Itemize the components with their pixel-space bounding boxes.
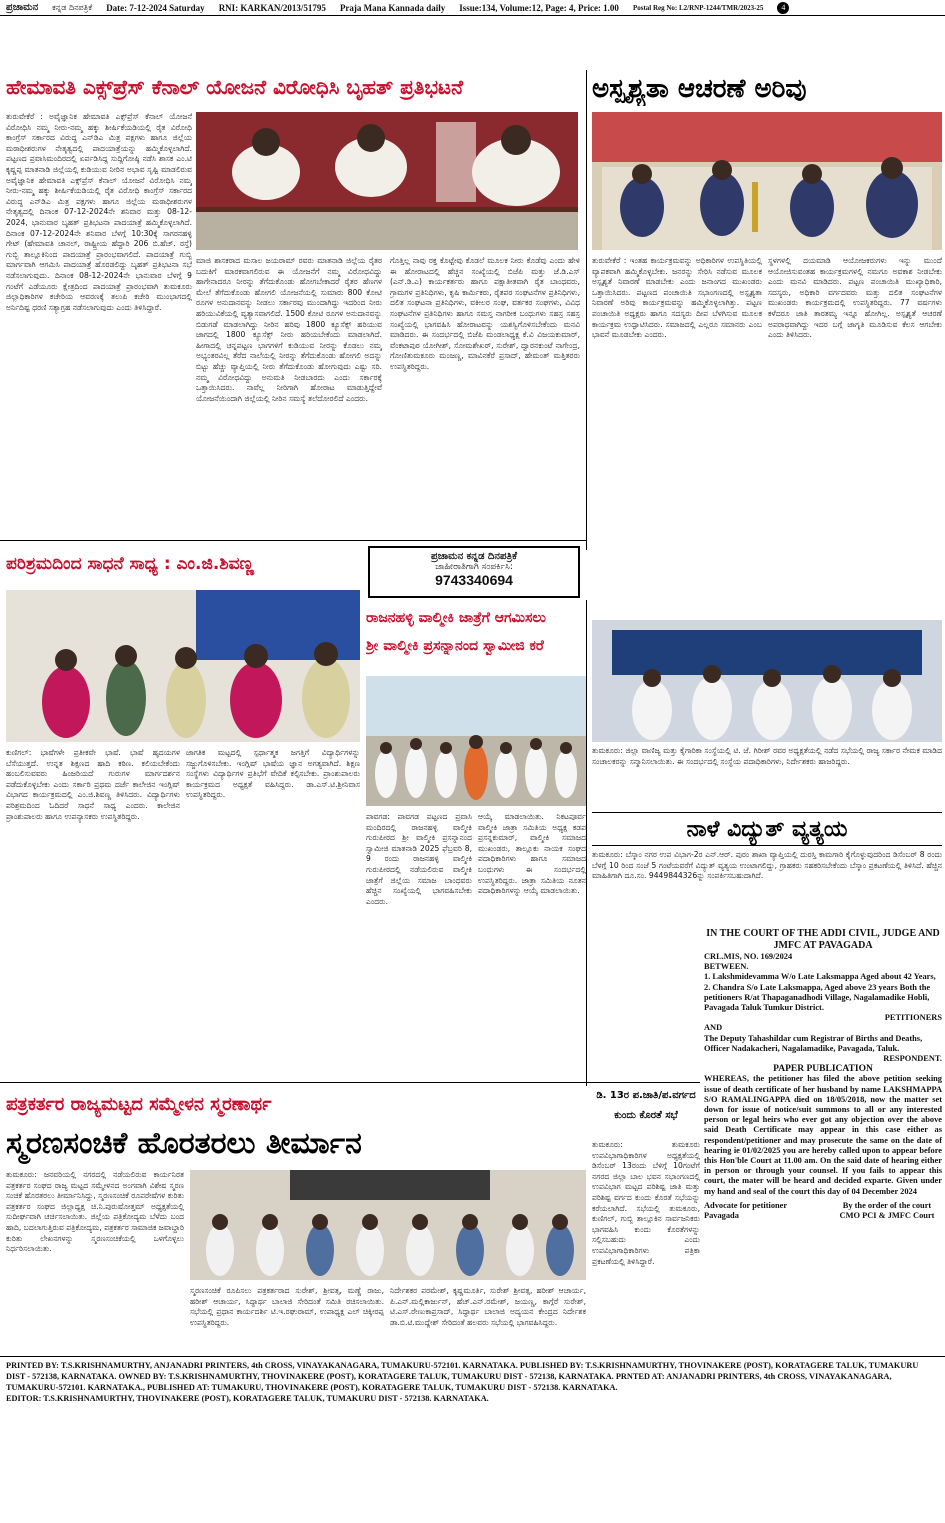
court-and: AND [704, 1023, 723, 1033]
ad-box [368, 546, 580, 598]
masthead-rni: RNI: KARKAN/2013/51795 [218, 2, 326, 13]
court-between: BETWEEN. [704, 962, 749, 972]
story7-headline-2: ಕುಂದು ಕೊರತೆ ಸಭೆ [614, 1110, 678, 1121]
masthead-postal: Postal Reg No: L2/RNP-1244/TMR/2023-25 [632, 3, 764, 12]
court-petitioners-label: PETITIONERS [884, 1013, 942, 1023]
court-order: By the order of the court CMO PCI & JMFC Court [839, 1200, 935, 1221]
story1-column-1: ತುರುವೇಕೆರೆ : ಅವೈಜ್ಞಾನಿಕ ಹೇಮಾವತಿ ಎಕ್ಸ್‌ಪ್ರೆಸ್ ಕೆನಾಲ್ ಯೋಜನೆ ವಿರೋಧಿಸಿ ನಮ್ಮ ನೀರು-ನಮ್ಮ ಹಕ್ಕು ಶೀರ್ಷಿಕೆಯಡಿಯಲ್ಲಿ ರೈತ ವಿರೋಧಿ ಕಾಂಗ್ರೆಸ್ ಸರ್ಕಾರದ ವಿರುದ್ಧ ಎನ್‌ಡಿಎ ಮಿತ್ರ ಪಕ್ಷಗಳು ಹಾಗೂ ಜಿಲ್ಲೆಯ ಮಠಾಧೀಶರುಗಳ ನೇತೃತ್ವದಲ್ಲಿ ಪಾದಯಾತ್ರೆಯನ್ನು ಹಮ್ಮಿಕೊಳ್ಳಲಾಗಿದೆ. ಪಟ್ಟಣದ ಪ್ರವಾಸಿಮಂದಿರದಲ್ಲಿ ಏರ್ಪಡಿಸಿದ್ದ ಸುದ್ದಿಗೋಷ್ಠಿ ನಡೆಸಿ ಶಾಸಕ ಎಂ.ಟಿ ಕೃಷ್ಣಪ್ಪ ಮಾತನಾಡಿ ಜಿಲ್ಲೆಯಲ್ಲಿ ಕುಡಿಯುವ ನೀರಿನ ಅಭಾವ ಸೃಷ್ಟಿ ಮಾಡಲಿರುವ ಅವೈಜ್ಞಾನಿಕ ಹೇಮಾವತಿ ಎಕ್ಸ್‌ಪ್ರೆಸ್ ಕೆನಾಲ್ ಯೋಜನೆ ವಿರೋಧಿಸಿ ನಮ್ಮ ನೀರು-ನಮ್ಮ ಹಕ್ಕು ಶೀರ್ಷಿಕೆಯಡಿಯಲ್ಲಿ ರೈತ ವಿರೋಧಿ ಕಾಂಗ್ರೆಸ್ ಸರ್ಕಾರದ ವಿರುದ್ಧ ಎನ್‌ಡಿಎ ಮಿತ್ರ ಪಕ್ಷಗಳು ಹಾಗೂ ಜಿಲ್ಲೆಯ ಮಠಾಧೀಶರುಗಳ ನೇತೃತ್ವದಲ್ಲಿ ದಿನಾಂಕ 07-12-2024ನೇ ಶನಿವಾರ ಮತ್ತು 08-12-2024, ಭಾನುವಾರ ಬೃಹತ್ ಪ್ರತಿಭಟನಾ ಪಾದಯಾತ್ರೆ ಹಮ್ಮಿಕೊಳ್ಳಲಾಗಿದೆ. ದಿನಾಂಕ 07-12-2024ನೇ ಶನಿವಾರ ಬೆಳಗ್ಗೆ 10:30ಕ್ಕೆ ಸಾಗರನಹಳ್ಳಿ ಗೇಟ್ (ಹೇಮಾವತಿ ಚಾನಲ್, ರಾಷ್ಟ್ರೀಯ ಹೆದ್ದಾರಿ 206 ಬಿ.ಹೆಚ್. ರಸ್ತೆ) ಗುಬ್ಬಿ ತಾಲ್ಲೂಕಿನಿಂದ ಪಾದಯಾತ್ರೆ ಪ್ರಾರಂಭವಾಗಲಿದೆ. ಪಾದಯಾತ್ರೆ ಗುಬ್ಬಿ ಮಾರ್ಗವಾಗಿ ಆಗಮಿಸಿ ಪಾದಯಾತ್ರೆ ಹೊರಡಲಿದ್ದು ಬೃಹತ್ ಪ್ರತಿಭಟನಾ ಸಭೆ ನಡೆಸಲಾಗುವುದು. ದಿನಾಂಕ 08-12-2024ನೇ ಭಾನುವಾರ ಬೆಳಗ್ಗೆ 9 ಗಂಟೆಗೆ ಎಡೆಯೂರು ಕ್ಷೇತ್ರದಿಂದ ಪಾದಯಾತ್ರೆ ಪ್ರಾರಂಭವಾಗಿ ತುಮಕೂರು ಜಿಲ್ಲಾಧಿಕಾರಿಗಳ ಕಚೇರಿಯ ಆವರಣಕ್ಕೆ ತಲುಪಿ ಕಚೇರಿ ಮುಂಭಾಗದಲ್ಲಿ ಅರ್ನಿದಿಷ್ಟ ಧರಣಿ ಸತ್ಯಾಗ್ರಹ ನಡೆಸಲಾಗುವುದು ಎಂದು ತಿಳಿಸಿದ್ದಾರೆ. [6, 112, 192, 312]
court-case: CRL.MIS, NO. 169/2024 [704, 952, 793, 961]
story6-column-1: ತುಮಕೂರು: ಜನವರಿಯಲ್ಲಿ ನಗರದಲ್ಲಿ ನಡೆಯಲಿರುವ ಕಾರ್ಯನಿರತ ಪತ್ರಕರ್ತರ ಸಂಘದ ರಾಜ್ಯ ಮಟ್ಟದ ಸಮ್ಮೇಳನದ ಅಂಗವಾಗಿ ವಿಶೇಷ ಸ್ಮರಣ ಸಂಚಿಕೆ ಹೊರತರಲು ತೀರ್ಮಾನಿಸಿದ್ದು, ಸ್ಮರಣಸಂಚಿಕೆ ರೂಪರೇಷೆಗಳ ಕುರಿತು ಪತ್ರಕರ್ತರ ಸಂಘದ ಜಿಲ್ಲಾಧ್ಯಕ್ಷ ಚಿ.ನಿ.ಪುರುಷೋತ್ತಮ್ ಅಧ್ಯಕ್ಷತೆಯಲ್ಲಿ ಸುದೀರ್ಘವಾಗಿ ಚರ್ಚಿಸಲಾಯಿತು. ಜಿಲ್ಲೆಯ ಪತ್ರಿಕೋದ್ಯಮ ಬೆಳೆದು ಬಂದ ಹಾದಿ, ಬದಲಾಗುತ್ತಿರುವ ಪತ್ರಿಕೋದ್ಯಮ, ಪತ್ರಕರ್ತರ ಸಾಮಾಜಿಕ ಜವಾಬ್ದಾರಿ ಕುರಿತು ಲೇಖನಗಳನ್ನು ಸ್ಮರಣಸಂಚಿಕೆಯಲ್ಲಿ ಒಳಗೊಳ್ಳಲು ನಿರ್ಧರಿಸಲಾಯಿತು. [6, 1170, 184, 1254]
masthead-paper: Praja Mana Kannada daily [339, 2, 446, 13]
footer-editor: EDITOR: T.S.KRISHNAMURTHY, THOVINAKERE (POST), KORATAGERE TALUK, TUMAKURU DIST - 572138. KARNATAKA. [6, 1394, 489, 1403]
story4-headline-2: ಶ್ರೀ ವಾಲ್ಮೀಕಿ ಪ್ರಸನ್ನಾನಂದ ಸ್ವಾಮೀಜಿ ಕರೆ [366, 638, 544, 654]
page-number-badge: 4 [777, 2, 789, 14]
story6-photo [190, 1170, 586, 1280]
story1-headline: ಹೇಮಾವತಿ ಎಕ್ಸ್‌ಪ್ರೆಸ್ ಕೆನಾಲ್ ಯೋಜನೆ ವಿರೋಧಿಸಿ ಬೃಹತ್ ಪ್ರತಿಭಟನೆ [6, 75, 464, 99]
story5-body: ತುಮಕೂರು: ಬೆಸ್ಕಾಂ ನಗರ ಉಪ ವಿಭಾಗ-2ರ ಎನ್.ಆರ್. ಪುರಂ ಶಾಖಾ ವ್ಯಾಪ್ತಿಯಲ್ಲಿ ದುರಸ್ತಿ ಕಾಮಗಾರಿ ಕೈಗೊಳ್ಳುವುದರಿಂದ ಡಿಸೆಂಬರ್ 8 ರಂದು ಬೆಳಗ್ಗೆ 10 ರಿಂದ ಸಂಜೆ 5 ಗಂಟೆಯವರೆಗೆ ವಿದ್ಯುತ್ ವ್ಯತ್ಯಯ ಉಂಟಾಗಲಿದ್ದು, ಗ್ರಾಹಕರು ಸಹಕರಿಸಬೇಕೆಂದು ಬೆಸ್ಕಾಂ ಪ್ರಕಟಣೆಯಲ್ಲಿ ತಿಳಿಸಿದೆ. ಹೆಚ್ಚಿನ ಮಾಹಿತಿಗಾಗಿ ದೂ.ಸಂ. 9449844326ನ್ನು ಸಂಪರ್ಕಿಸಬಹುದಾಗಿದೆ. [592, 850, 942, 881]
court-respondent-label: RESPONDENT. [883, 1054, 942, 1064]
story7-headline-box [592, 1086, 700, 1138]
story2-headline: ಅಸ್ಪೃಶ್ಯತಾ ಆಚರಣೆ ಅರಿವು [592, 74, 807, 104]
story6-column-2: ಸ್ಮರಣಸಂಚಿಕೆ ರೂಪಿಸಲು ಪತ್ರಕರ್ತರಾದ ಸುರೇಶ್, ಶ್ರೀವತ್ಸ, ಮಣ್ಣೆ ರಾಜು, ಹರೀಶ್ ಆಚಾರ್ಯ, ಸಿದ್ಧಾರ್ಥ ಬಾಲಾಜಿ ಸೇರಿದಂತೆ ಸಮಿತಿ ರಚಿಸಲಾಯಿತು. ಸಭೆಯಲ್ಲಿ ಪ್ರಧಾನ ಕಾರ್ಯದರ್ಶಿ ಟಿ.ಇ.ರಘುರಾಮ್, ಉಪಾಧ್ಯಕ್ಷ ಎಲ್ ಚಿಕ್ಕೀರಪ್ಪ ಉಪಸ್ಥಿತರಿದ್ದರು. [190, 1286, 384, 1327]
divider [0, 1356, 945, 1357]
court-title: IN THE COURT OF THE ADDI CIVIL, JUDGE AND JMFC AT PAVAGADA [706, 928, 940, 951]
masthead-name: ಪ್ರಜಾಮನ [6, 2, 39, 13]
story6-headline-2: ಸ್ಮರಣಸಂಚಿಕೆ ಹೊರತರಲು ತೀರ್ಮಾನ [6, 1126, 362, 1161]
court-respondent: The Deputy Tahashildar cum Registrar of Births and Deaths, Officer Nadakacheri, Nagalamadike, Pavagada, Taluk. [704, 1033, 923, 1053]
ad-line2: ಜಾಹೀರಾತಿಗಾಗಿ ಸಂಪರ್ಕಿಸಿ: [435, 562, 513, 572]
story4-photo [366, 676, 586, 806]
story3-headline-box [6, 544, 358, 584]
story7-body: ತುಮಕೂರು: ತುಮಕೂರು ಉಪವಿಭಾಗಾಧಿಕಾರಿಗಳ ಅಧ್ಯಕ್ಷತೆಯಲ್ಲಿ ಡಿಸೆಂಬರ್ 13ರಂದು ಬೆಳಿಗ್ಗೆ 10ಗಂಟೆಗೆ ನಗರದ ಜಿಲ್ಲಾ ಬಾಲ ಭವನ ಸಭಾಂಗಣದಲ್ಲಿ ಉಪವಿಭಾಗ ಮಟ್ಟದ ಪರಿಶಿಷ್ಟ ಜಾತಿ ಮತ್ತು ಪರಿಶಿಷ್ಟ ವರ್ಗದ ಕುಂದು ಕೊರತೆ ಸಭೆಯನ್ನು ಕರೆಯಲಾಗಿದೆ. ಸಭೆಯಲ್ಲಿ ತುಮಕೂರು, ಕುಣಿಗಲ್, ಗುಬ್ಬಿ ತಾಲ್ಲೂಕಿನ ಸಾರ್ವಜನಿಕರು ಭಾಗವಹಿಸಿ ಕುಂದು ಕೊರತೆಗಳನ್ನು ಸಲ್ಲಿಸಬಹುದು ಎಂದು ಉಪವಿಭಾಗಾಧಿಕಾರಿಗಳು ಪತ್ರಿಕಾ ಪ್ರಕಟಣೆಯಲ್ಲಿ ತಿಳಿಸಿದ್ದಾರೆ. [592, 1140, 700, 1266]
masthead [0, 0, 945, 16]
story2-photo-2 [592, 620, 942, 742]
masthead-date: Date: 7-12-2024 Saturday [106, 2, 205, 13]
story2-column-2: ಸ್ಥಳಗಳಲ್ಲಿ ದಯಮಾಡಿ ಆಯೋಜಕರುಗಳು ಇನ್ನು ಮುಂದೆ ಆಯೋಜಿಸುವಂತಹ ಕಾರ್ಯಕ್ರಮಗಳಲ್ಲಿ ನಮಗೂ ಅವಕಾಶ ನೀಡಬೇಕು ಎಂದು ಮನವಿ ಮಾಡಿದರು. ಪಟ್ಟಣ ಪಂಚಾಯಿತಿ ಮುಖ್ಯಾಧಿಕಾರಿ, ಸದಸ್ಯರು, ಅಧಿಕಾರಿ ವರ್ಗದವರು ಮತ್ತು ದಲಿತ ಸಂಘಟನೆಗಳ ಮುಖಂಡರು ಕಾರ್ಯಕ್ರಮದಲ್ಲಿ ಉಪಸ್ಥಿತರಿದ್ದರು. 77 ವರ್ಷಗಳು ಕಳೆದರೂ ಜಾತಿ ತಾರತಮ್ಯ ಇನ್ನೂ ಹೋಗಿಲ್ಲ. ಅಸ್ಪೃಶ್ಯತೆ ಆಚರಣೆ ಅಪರಾಧವಾಗಿದ್ದು ಇದರ ಬಗ್ಗೆ ಜಾಗೃತಿ ಮೂಡಿಸುವ ಕೆಲಸ ಆಗಬೇಕು ಎಂದು ತಿಳಿಸಿದರು. [768, 256, 942, 340]
story4-column-1: ಪಾವಗಡ: ಪಾವಗಡ ಪಟ್ಟಣದ ಪ್ರವಾಸಿ ಮಂದಿರದಲ್ಲಿ ರಾಜನಹಳ್ಳಿ ವಾಲ್ಮೀಕಿ ಗುರುಪೀಠದ ಶ್ರೀ ವಾಲ್ಮೀಕಿ ಪ್ರಸನ್ನಾನಂದ ಸ್ವಾಮೀಜಿ ಮಾತನಾಡಿ 2025 ಫೆಬ್ರವರಿ 8, 9 ರಂದು ರಾಜನಹಳ್ಳಿ ವಾಲ್ಮೀಕಿ ಗುರುಪೀಠದಲ್ಲಿ ನಡೆಯಲಿರುವ ವಾಲ್ಮೀಕಿ ಜಾತ್ರೆಗೆ ಜಿಲ್ಲೆಯ ಸಮಾಜ ಬಾಂಧವರು ಹೆಚ್ಚಿನ ಸಂಖ್ಯೆಯಲ್ಲಿ ಭಾಗವಹಿಸಬೇಕು ಎಂದರು. [366, 812, 472, 906]
court-publication-body: WHEREAS, the petitioner has filed the above petition seeking issue of death certificate of her husband by name LAKSHMAPPA S/O RAMALINGAPPA died on 18/05/2018, now the matter set down for issue of notice/suit summons to all or any interested person or legal heirs who ever got any objection over the above said Death Certificate may appear in this case either as respondent/petitioner and may prosecute the same on the date of hearing ie 01/02/2025 you are hereby called upon to appear before this Hon'ble Court at 11.00 am. On the said date of hearing either in person or through your counsel. If you fails to appear this court, the mater will be heard and decided exparte. Given under my hand and seal of the court this day of 04 December 2024 [704, 1074, 942, 1196]
story1-column-3: ಗೊತ್ತಿಲ್ಲ ನಾವು ರಕ್ತ ಕೊಟ್ಟೇವು ಕೊಡಲೆ ಮೂಲಕ ನೀರು ಕೊಡೆವು ಎಂದು ಹೇಳಿ ಈ ಹೋರಾಟದಲ್ಲಿ ಹೆಚ್ಚಿನ ಸಂಖ್ಯೆಯಲ್ಲಿ ಬಿಜೆಪಿ ಮತ್ತು ಜೆ.ಡಿ.ಎಸ್ (ಎನ್.ಡಿ.ಎ) ಕಾರ್ಯಕರ್ತರು ಹಾಗೂ ಪಕ್ಷಾತೀತವಾಗಿ ರೈತ ಬಾಂಧವರು, ಗ್ರಾಮಗಳ ಪ್ರತಿನಿಧಿಗಳು, ಕೃಷಿ ಕಾರ್ಮಿಕರು, ರೈತಪರ ಸಂಘಟನೆಗಳ ಪ್ರತಿನಿಧಿಗಳು, ದಲಿತ ಸಂಘಟನಾ ಪ್ರತಿನಿಧಿಗಳು, ವಕೀಲರ ಸಂಘ, ವರ್ತಕರ ಸಂಘಗಳು, ವಿವಿಧ ಸಂಘಟನೆಗಳ ಪ್ರತಿನಿಧಿಗಳು ಹಾಗೂ ಸಮಸ್ತ ನಾಗರೀಕ ಬಂಧುಗಳು ಸಹಸ್ರ ಸಹಸ್ರ ಸಂಖ್ಯೆಯಲ್ಲಿ ಭಾಗವಹಿಸಿ ಹೋರಾಟವನ್ನು ಯಶಸ್ವಿಗೊಳಿಸಬೇಕೆಂದು ಮನವಿ ಮಾಡಿದರು. ಈ ಸಂದರ್ಭದಲ್ಲಿ ಬಿಜೆಪಿ ಮಂಡಲಾಧ್ಯಕ್ಷ ಕೆ.ವಿ ವಿಜಯಕುಮಾರ್, ವೆಂಕಟಾಪುರ ಯೋಗೀಶ್, ಸೋಮಶೇಖರ್, ಸುರೇಶ್, ದ್ವಾರನಕುಂಟೆ ನಾಗೇಂದ್ರ, ಗೋಣಿತುಮಕೂರು ಮಂಜಣ್ಣ, ಮಾವಿನಕೆರೆ ಪ್ರಸಾದ್, ಹೇಮಂತ್ ಮತ್ತಿತರರು ಉಪಸ್ಥಿತರಿದ್ದರು. [390, 256, 580, 371]
story3-headline: ಪರಿಶ್ರಮದಿಂದ ಸಾಧನೆ ಸಾಧ್ಯ : ಎಂ.ಜಿ.ಶಿವಣ್ಣ [6, 554, 254, 574]
masthead-tagline: ಕನ್ನಡ ದಿನಪತ್ರಿಕೆ [52, 2, 93, 12]
story4-headline-1: ರಾಜನಹಳ್ಳಿ ವಾಲ್ಮೀಕಿ ಜಾತ್ರೆಗೆ ಆಗಮಿಸಲು [366, 610, 546, 626]
ad-line1: ಪ್ರಜಾಮನ ಕನ್ನಡ ದಿನಪತ್ರಿಕೆ [431, 551, 517, 562]
story3-photo [6, 590, 360, 742]
divider [0, 540, 586, 541]
court-notice [704, 928, 942, 1348]
story2-column-1: ತುರುವೇಕೆರೆ : ಇಂತಹ ಕಾರ್ಯಕ್ರಮವನ್ನು ಅಧಿಕಾರಿಗಳ ಉಪಸ್ಥಿತಿಯಲ್ಲಿ ವ್ಯಾಪಕವಾಗಿ ಹಮ್ಮಿಕೊಳ್ಳಬೇಕು. ಜನರನ್ನು ಸೇರಿಸಿ ನಡೆಸುವ ಮೂಲಕ ಅಸ್ಪೃಶ್ಯತೆ ನಿವಾರಣೆ ಮಾಡಬೇಕು ಎಂದು ಜನಾಂಗದ ಮುಖಂಡರು ಒತ್ತಾಯಿಸಿದರು. ಪಟ್ಟಣದ ಪಂಚಾಯಿತಿ ಸಭಾಂಗಣದಲ್ಲಿ ಅಸ್ಪೃಶ್ಯತಾ ನಿವಾರಣೆ ಅರಿವು ಕಾರ್ಯಕ್ರಮವನ್ನು ಹಮ್ಮಿಕೊಳ್ಳಲಾಗಿತ್ತು. ಪಟ್ಟಣ ಪಂಚಾಯಿತಿ ಅಧ್ಯಕ್ಷರು ಹಾಗೂ ಸದಸ್ಯರು ದೀಪ ಬೆಳಗಿಸುವ ಮೂಲಕ ಕಾರ್ಯಕ್ರಮ ಉದ್ಘಾಟಿಸಿದರು. ಸಮಾಜದಲ್ಲಿ ಎಲ್ಲರೂ ಸಮಾನರು ಎಂಬ ಭಾವನೆ ಮೂಡಬೇಕು ಎಂದರು. [592, 256, 762, 340]
court-petitioner-1: 1. Lakshmidevamma W/o Late Laksmappa Aged about 42 Years, [704, 972, 936, 982]
story2-photo [592, 112, 942, 250]
story1-column-2: ಮಾಜಿ ಶಾಸಕರಾದ ಮಸಾಲ ಜಯರಾಮ್ ರವರು ಮಾತನಾಡಿ ಜಿಲ್ಲೆಯ ರೈತರ ಬದುಕಿಗೆ ಮಾರಕವಾಗಲಿರುವ ಈ ಯೋಜನೆಗೆ ನಮ್ಮ ವಿರೋಧವಿದ್ದು ಹಾಗೇನಾದರೂ ನೀರನ್ನು ತೆಗೆದುಕೊಂಡು ಹೋಗಬೇಕಾದರೆ ರೈತರ ಹೆಣಗಳ ಮೇಲೆ ತೆಗೆದುಕೊಂಡು ಹೋಗಲಿ ಯೋಜನೆಯಲ್ಲಿ ಸುಮಾರು 800 ಕೋಟಿ ರೂಗಳ ಅನುದಾನವನ್ನು ನೀಡಲು ಸರ್ಕಾರವು ಮುಂದಾಗಿದ್ದು ಇದರಿಂದ ನೀರು ಹರಿಯುವಿಕೆಯಲ್ಲಿ ವ್ಯತ್ಯಾಸವಾಗಲಿದೆ. 1500 ಕೋಟಿ ರೂಗಳ ಅನುದಾನವನ್ನು ಬಿಡುಗಡೆ ಮಾಡಲಾಗಿದ್ದು ನೀರಿನ ಹರಿವು 1800 ಕ್ಯೂಸೆಕ್ಸ್ ಹರಿಯುವ ಜಾಗದಲ್ಲಿ 1800 ಕ್ಯೂಸೆಕ್ಸ್ ನೀರು ಹರಿಯಬೇಕೆಂದು ಮಾಡಲಾಗಿದೆ. ಹೀಗಾದಲ್ಲಿ ಚನ್ನಪಟ್ಟಣ ಭಾಗಗಳಿಗೆ ಕುಡಿಯುವ ನೀರನ್ನು ಕೊಡಲು ನಮ್ಮ ಅಭ್ಯಂತರವಿಲ್ಲ ತೆರೆದ ನಾಲೆಯಲ್ಲಿ ನೀರನ್ನು ತೆಗೆದುಕೊಂಡು ಹೋಗಲಿ ಅದನ್ನು ಬಿಟ್ಟು ಹೆಚ್ಚು ವ್ಯಾಪ್ತಿಯಲ್ಲಿ ನೀರು ತೆಗೆದುಕೊಂಡು ಹೋಗುವುದು ಎಷ್ಟು ಸರಿ. ನಮ್ಮ ವಿರೋಧವಿದ್ದು ಅನುಮತಿ ನೀಡಬಾರದು ಎಂದು ಸರ್ಕಾರಕ್ಕೆ ಒತ್ತಾಯಿಸಿದರು. ನಾವೆಲ್ಲ ನೀರಿಗಾಗಿ ಹೋರಾಟ ಮಾಡುತ್ತಿದ್ದೇವೆ ಯೋಜನೆಯಿಂದಾಗಿ ಜಿಲ್ಲೆಯಲ್ಲಿ ನೀರಿನ ಸಮಸ್ಯೆ ತಲೆದೋರಲಿದೆ ಎಂದರು. [196, 256, 382, 403]
court-publication-title: PAPER PUBLICATION [773, 1064, 873, 1075]
ad-phone: 9743340694 [435, 572, 513, 588]
story6-column-3: ನಿರ್ದೇಶಕರ ಪರಮೇಶ್, ಕೃಷ್ಣಮೂರ್ತಿ, ಸುರೇಶ್ ಶ್ರೀವತ್ಸ, ಹರೀಶ್ ಆಚಾರ್ಯ, ಪಿ.ಎನ್.ಮಲ್ಲಿಕಾರ್ಜುನ್, ಹೆಚ್.ಎನ್.ರಮೇಶ್, ಜಯಣ್ಣ, ಕಾಗ್ಗೆರೆ ಸುರೇಶ್, ಟಿ.ಎಸ್.ರೇಣುಕಾಪ್ರಸಾದ್, ಸಿದ್ಧಾರ್ಥ ಬಾಲಾಜಿ ಅದ್ಯಯನ ಕೇಂದ್ರದ ನಿರ್ದೇಶಕ ಡಾ.ಬಿ.ಟಿ.ಮುದ್ದೇಶ್ ಸೇರಿದಂತೆ ಹಲವರು ಸಭೆಯಲ್ಲಿ ಭಾಗವಹಿಸಿದ್ದರು. [390, 1286, 586, 1327]
divider [0, 1082, 700, 1083]
story5-headline-box [592, 812, 942, 846]
story1-photo [196, 112, 578, 250]
story7-headline-1: ಡಿ. 13ರ ಪ.ಜಾತಿ/ಪ.ವರ್ಗದ [596, 1090, 696, 1101]
footer-imprint: PRINTED BY: T.S.KRISHNAMURTHY, ANJANADRI PRINTERS, 4th CROSS, VINAYAKANAGARA, TUMAKURU-572101. KARNATAKA. PUBLISHED BY: T.S.KRISHNAMURTHY, THOVINAKERE (POST), KORATAGERE TALUK, TUMAKURU DIST - 572138, KARNATAKA. OWNED BY: T.S.KRISHNAMURTHY, THOVINAKERE (POST), KORATAGERE TALUK, TUMAKURU DIST - 572138, KARNATAKA. PRNTED AT: ANJANADRI PRINTERS, 4th CROSS, VINAYAKANAGARA, TUMAKURU-572101. KARNATAKA., PUBLISHED AT: TUMAKURU, THOVINAKERE (POST), KORATAGERE TALUK, TUMAKURU DIST - 572138. KARNATAKA. [6, 1361, 919, 1392]
story3-column-1: ಕುಣಿಗಲ್: ಭಾಷೆಗಳೇ ಪ್ರತೀಕವೇ ಭಾಷೆ. ಭಾಷೆ ಹೃದಯಗಳ ಬೆಸೆಯುತ್ತದೆ. ಉನ್ನತ ಶಿಕ್ಷಣದ ಹಾದಿ ಕಠಿಣ. ಕಲಿಯಬೇಕೆಂದು ಹಂಬಲಿಸುವವರು ಹಿಂಜರಿಯದೆ ಗುರುಗಳ ಮಾರ್ಗದರ್ಶನ ಪಡೆದುಕೊಳ್ಳಬೇಕು ಎಂದು ಸರ್ಕಾರಿ ಪ್ರಥಮ ದರ್ಜೆ ಕಾಲೇಜಿನ ಇಂಗ್ಲಿಷ್ ವಿಭಾಗದ ಕಾರ್ಯಕ್ರಮದಲ್ಲಿ ಎಂ.ಜಿ.ಶಿವಣ್ಣ ತಿಳಿಸಿದರು. ವಿದ್ಯಾರ್ಥಿಗಳು ಪರಿಶ್ರಮದಿಂದ ಓದಿದರೆ ಸಾಧನೆ ಸಾಧ್ಯ ಎಂದರು. ಕಾಲೇಜಿನ ಪ್ರಾಂಶುಪಾಲರು ಹಾಗೂ ಉಪನ್ಯಾಸಕರು ಉಪಸ್ಥಿತರಿದ್ದರು. [6, 748, 180, 821]
divider [586, 600, 587, 1086]
court-advocate: Advocate for petitioner Pavagada [704, 1200, 787, 1221]
story6-headline-1: ಪತ್ರಕರ್ತರ ರಾಜ್ಯಮಟ್ಟದ ಸಮ್ಮೇಳನ ಸ್ಮರಣಾರ್ಥ [6, 1094, 272, 1115]
masthead-issue: Issue:134, Volume:12, Page: 4, Price: 1.00 [459, 2, 619, 13]
story5-intro: ತುಮಕೂರು: ಜಿಲ್ಲಾ ವಾಣಿಜ್ಯ ಮತ್ತು ಕೈಗಾರಿಕಾ ಸಂಸ್ಥೆಯಲ್ಲಿ ಟಿ. ಜೆ. ಗಿರೀಶ್ ರವರ ಅಧ್ಯಕ್ಷತೆಯಲ್ಲಿ ನಡೆದ ಸಭೆಯಲ್ಲಿ ರಾಜ್ಯ ಸರ್ಕಾರ ನೇಮಕ ಮಾಡಿದ ಸಂಚಾಲಕರನ್ನು ಸನ್ಮಾನಿಸಲಾಯಿತು. ಈ ಸಂದರ್ಭದಲ್ಲಿ ಸಂಸ್ಥೆಯ ಪದಾಧಿಕಾರಿಗಳು, ನಿರ್ದೇಶಕರು ಹಾಜರಿದ್ದರು. [592, 746, 942, 766]
story4-column-2: ಆಯ್ಕೆ ಮಾಡಲಾಯಿತು. ನಿಕಟಪೂರ್ವ ವಾಲ್ಮೀಕಿ ಜಾತ್ರಾ ಸಮಿತಿಯ ಅಧ್ಯಕ್ಷ ಕಡಪ ಪ್ರಸನ್ನಕುಮಾರ್, ವಾಲ್ಮೀಕಿ ಸಮಾಜದ ಮುಖಂಡರು, ತಾಲ್ಲೂಕು ನಾಯಕ ಸಂಘದ ಪದಾಧಿಕಾರಿಗಳು ಹಾಗೂ ಸಮಾಜದ ಬಂಧುಗಳು ಈ ಸಂದರ್ಭದಲ್ಲಿ ಉಪಸ್ಥಿತರಿದ್ದರು. ಜಾತ್ರಾ ಸಮಿತಿಯ ನೂತನ ಪದಾಧಿಕಾರಿಗಳನ್ನು ಆಯ್ಕೆ ಮಾಡಲಾಯಿತು. [478, 812, 586, 896]
story4-headline-box [366, 604, 586, 672]
court-petitioner-2: 2. Chandra S/o Late Laksmappa, Aged above 23 years Both the petitioners R/at Thapaganadhodi Village, Nagalamadike Hobli, Pavagada Taluk Tumkur District. [704, 982, 931, 1013]
divider [586, 70, 587, 550]
footer [6, 1360, 939, 1418]
story3-column-2: ಜಾಗತಿಕ ಮಟ್ಟದಲ್ಲಿ ಸ್ಪರ್ಧಾತ್ಮಕ ಜಗತ್ತಿಗೆ ವಿದ್ಯಾರ್ಥಿಗಳನ್ನು ಸಜ್ಜುಗೊಳಿಸಬೇಕು. ಇಂಗ್ಲಿಷ್ ಭಾಷೆಯ ಜ್ಞಾನ ಅಗತ್ಯವಾಗಿದೆ. ಶಿಕ್ಷಣ ಸಂಸ್ಥೆಗಳು ವಿದ್ಯಾರ್ಥಿಗಳ ಪ್ರತಿಭೆಗೆ ವೇದಿಕೆ ಕಲ್ಪಿಸಬೇಕು. ಪ್ರಾಂಶುಪಾಲರು ಕಾರ್ಯಕ್ರಮದ ಅಧ್ಯಕ್ಷತೆ ವಹಿಸಿದ್ದರು. ಡಾ.ಎಸ್.ಟಿ.ಶ್ರೀನಿವಾಸ ಉಪಸ್ಥಿತರಿದ್ದರು. [186, 748, 360, 800]
story5-headline: ನಾಳೆ ವಿದ್ಯುತ್ ವ್ಯತ್ಯಯ [686, 817, 848, 842]
